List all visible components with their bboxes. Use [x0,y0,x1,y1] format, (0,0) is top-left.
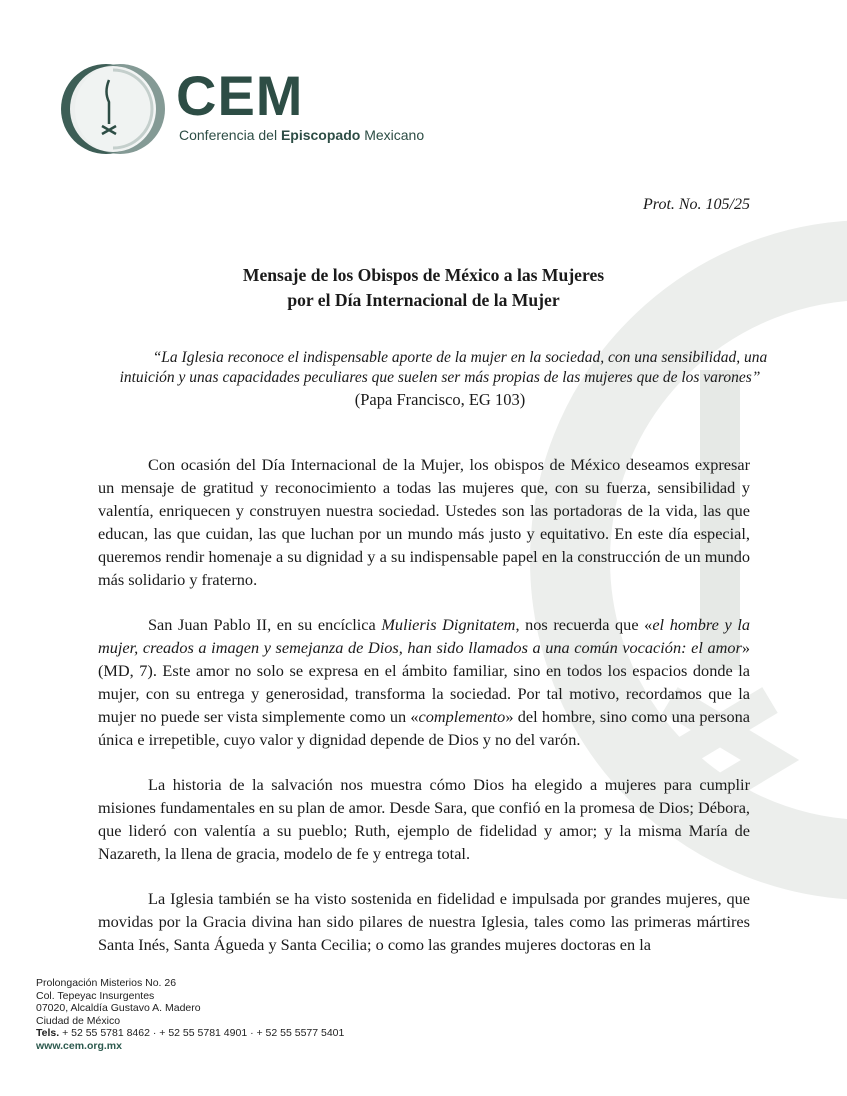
title-line-1: Mensaje de los Obispos de México a las Mujeres [242,265,605,285]
document-title [0,263,847,313]
quote-source: (Papa Francisco, EG 103) [354,390,526,409]
footer-website-link[interactable]: www.cem.org.mx [36,1039,122,1052]
paragraph-3: La historia de la salvación nos muestra cómo Dios ha elegido a mujeres para cumplir misiones fundamentales en su plan de amor. Desde Sara, que confió en la promesa de Dios; Débora, que lideró con valentía a su pueblo; Ruth, ejemplo de fidelidad y amor; y la misma María de Nazareth, la llena de gracia, modelo de fe y entrega total. [98,775,750,863]
brand-name: CEM [176,64,304,127]
footer-phones: Tels. + 52 55 5781 8462 · + 52 55 5781 4901 · + 52 55 5577 5401 [36,1027,345,1039]
quote-line-2: intuición y unas capacidades peculiares que suelen ser más propias de las mujeres que de los varones” [119,369,761,386]
brand-subtitle: Conferencia del Episcopado Mexicano [179,127,425,143]
quote-line-1: “La Iglesia reconoce el indispensable aporte de la mujer en la sociedad, con una sensibilidad, una [152,349,768,366]
footer-line-2: Col. Tepeyac Insurgentes [36,989,155,1002]
footer-line-3: 07020, Alcaldía Gustavo A. Madero [36,1002,201,1014]
footer-line-4: Ciudad de México [36,1014,121,1027]
letter-body [98,453,750,978]
protocol-number: Prot. No. 105/25 [643,196,750,213]
paragraph-2: San Juan Pablo II, en su encíclica Mulieris Dignitatem, nos recuerda que «el hombre y la mujer, creados a imagen y semejanza de Dios, han sido llamados a una común vocación: el amor» (MD, 7). Este amor no solo se expresa en el ámbito familiar, sino en todos los espacios donde la mujer, con su entrega y generosidad, transforma la sociedad. Por tal motivo, recordamos que la mujer no puede ser vista simplemente como un «complemento» del hombre, sino como una persona única e irrepetible, cuyo valor y dignidad depende de Dios y no del varón. [98,615,751,749]
footer-address [36,977,344,1052]
encyclical-quote: el hombre y la mujer, creados a imagen y semejanza de Dios, han sido llamados a una común vocación: el amor [98,615,750,657]
title-line-2: por el Día Internacional de la Mujer [287,290,560,310]
footer-line-1: Prolongación Misterios No. 26 [36,977,177,989]
epigraph-quote [100,348,780,410]
encyclical-title: Mulieris Dignitatem [381,615,516,634]
cem-logo-icon [58,58,168,160]
paragraph-1: Con ocasión del Día Internacional de la Mujer, los obispos de México deseamos expresar un mensaje de gratitud y reconocimiento a todas las mujeres que, con su fuerza, sensibilidad y valentía, enriquecen y construyen nuestra sociedad. Ustedes son las portadoras de la vida, las que educan, las que cuidan, las que luchan por un mundo más justo y equitativo. En este día especial, queremos rendir homenaje a su dignidad y a su indispensable papel en la construcción de un mundo más solidario y fraterno. [98,455,750,589]
paragraph-4: La Iglesia también se ha visto sostenida en fidelidad e impulsada por grandes mujeres, que movidas por la Gracia divina han sido pilares de nuestra Iglesia, tales como las primeras mártires Santa Inés, Santa Águeda y Santa Cecilia; o como las grandes mujeres doctoras en la [98,889,750,954]
